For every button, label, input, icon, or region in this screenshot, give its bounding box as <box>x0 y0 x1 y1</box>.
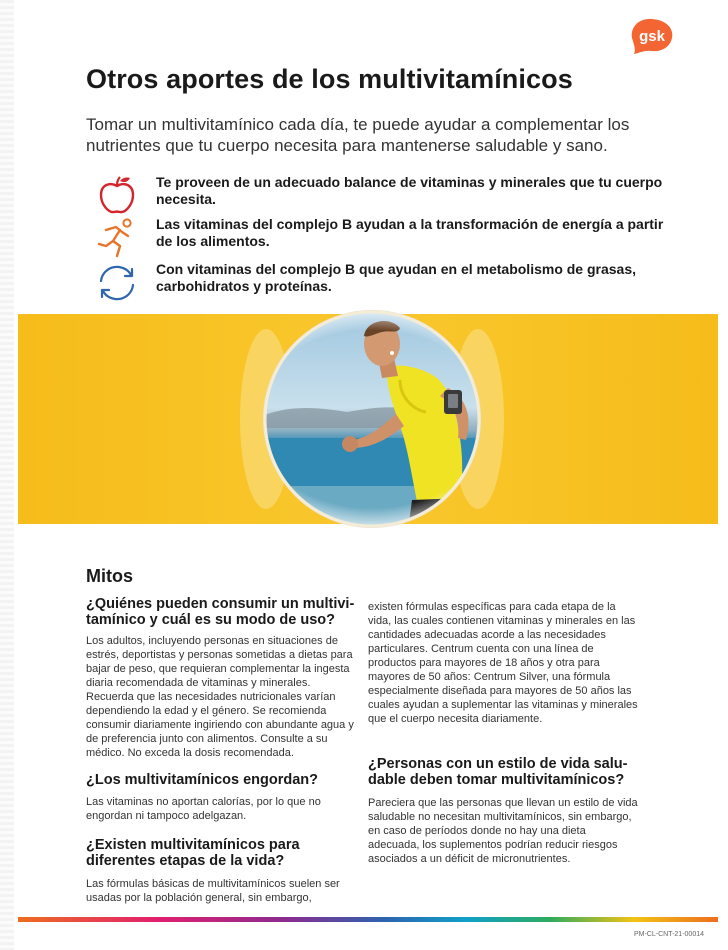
cycle-arrows-icon <box>92 261 142 305</box>
document-code: PM-CL-CNT-21-00014 <box>633 931 704 938</box>
question-heading: ¿Existen multivitamínicos para diferentes etapas de la vida? <box>86 837 300 869</box>
runner-icon <box>92 216 142 260</box>
benefit-item <box>92 216 682 260</box>
answer-continuation: existen fórmulas específicas para cada etapa de la vida, las cuales contienen vitaminas y minerales en las cantidades adecuadas acorde a las necesidades particulares. Centrum cuenta con una línea de productos para mayores de 18 años y otra para mayores de 50 años: Centrum Silver, una fórmula especialmente diseñada para mayores de 50 años las cuales ayudan a suplementar las vitaminas y minerales que el cuerpo necesita diariamente. <box>368 601 638 725</box>
benefit-item <box>92 174 682 218</box>
myths-title: Mitos <box>86 566 133 586</box>
answer-text: Las fórmulas básicas de multivitamínicos suelen ser usadas por la población general, sin embargo, <box>86 878 340 904</box>
answer-text: Las vitaminas no aportan calorías, por lo que no engordan ni tampoco adelgazan. <box>86 796 321 822</box>
page-title: Otros aportes de los multivitamínicos <box>86 64 573 94</box>
myths-column-left <box>86 596 356 905</box>
runner-photo <box>222 308 522 530</box>
rainbow-divider <box>18 917 718 922</box>
benefit-text: Con vitaminas del complejo B que ayudan en el metabolismo de grasas, carbohidratos y proteínas. <box>156 261 637 294</box>
answer-text: Pareciera que las personas que llevan un estilo de vida saludable no necesitan multivitamínicos, sin embargo, en caso de períodos donde no hay una dieta adecuada, los suplementos podrían reducir riesgos asociados a un déficit de micronutrientes. <box>368 797 638 865</box>
apple-icon <box>92 174 142 218</box>
gsk-logo <box>626 14 678 56</box>
question-heading: ¿Quiénes pueden consumir un multivi-tamínico y cuál es su modo de uso? <box>86 596 355 628</box>
question-heading: ¿Los multivitamínicos engordan? <box>86 772 319 788</box>
svg-text:gsk: gsk <box>639 28 665 45</box>
benefit-text: Las vitaminas del complejo B ayudan a la transformación de energía a partir de los alimentos. <box>156 216 664 249</box>
question-heading: ¿Personas con un estilo de vida salu-dable deben tomar multivitamínicos? <box>368 756 628 788</box>
page-edge-texture <box>0 0 14 950</box>
answer-text: Los adultos, incluyendo personas en situaciones de estrés, deportistas y personas sometidas a dietas para bajar de peso, que requieran complementar la ingesta diaria recomendada de vitaminas y minerales. Recuerda que las necesidades nutricionales varían dependiendo la edad y el género. Se recomienda consumir diariamente ingiriendo con abundante agua y de preferencia junto con alimentos. Consulte a su médico. No exceda la dosis recomendada. <box>86 635 354 759</box>
benefit-item <box>92 261 682 305</box>
myths-column-right <box>368 600 638 866</box>
benefit-text: Te proveen de un adecuado balance de vitaminas y minerales que tu cuerpo necesita. <box>156 174 663 207</box>
intro-paragraph: Tomar un multivitamínico cada día, te puede ayudar a complementar los nutrientes que tu cuerpo necesita para mantenerse saludable y sano. <box>86 115 630 155</box>
